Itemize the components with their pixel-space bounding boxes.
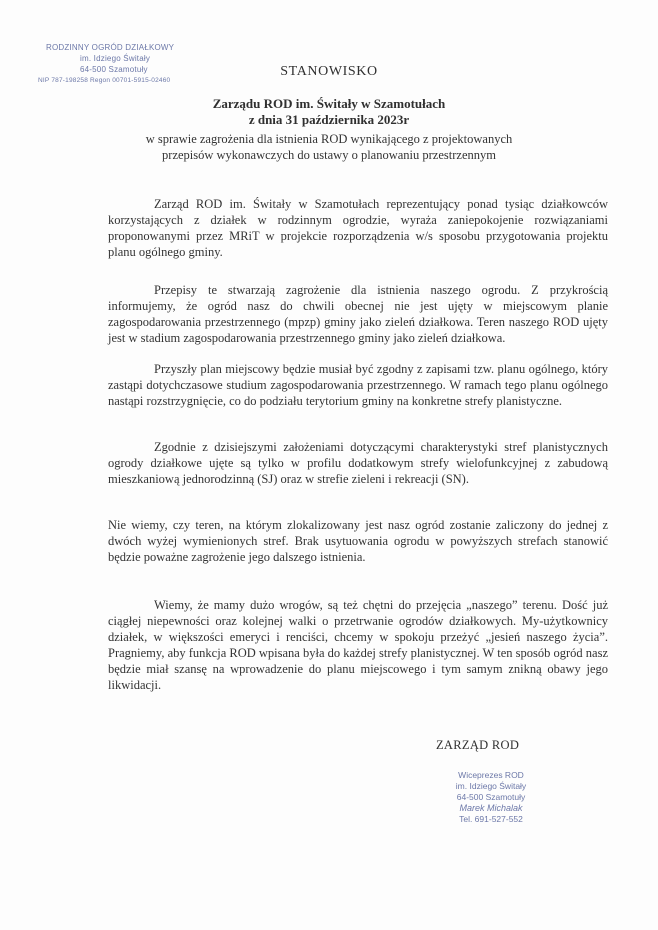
document-subject (0, 131, 658, 163)
subtitle-line-date: z dnia 31 października 2023r (248, 112, 410, 127)
paragraph-6: Wiemy, że mamy dużo wrogów, są też chętni do przejęcia „naszego” terenu. Dość już ciągłej niepewności oraz kolejnej walki o przetrwanie ogrodów działkowych. My-użytkownicy działek, w większości emeryci i renciści, chcemy w spokoju przeżyć „jesień naszego życia”. Pragniemy, aby funkcja ROD wpisana była do każdej strefy planistycznej. W ten sposób ogród nasz będzie miał szansę na wprowadzenie do planu miejscowego i tym samym znikną obawy jego likwidacji. (108, 598, 608, 692)
paragraph-2: Przepisy te stwarzają zagrożenie dla istnienia naszego ogrodu. Z przykrością informujemy, że ogród nasz do chwili obecnej nie jest ujęty w miejscowym planie zagospodarowania przestrzennego (mpzp) gminy jako zieleń działkowa. Teren naszego ROD ujęty jest w stadium zagospodarowania przestrzennego gminy jako zieleń działkowa. (108, 283, 608, 345)
subject-line-1: w sprawie zagrożenia dla istnienia ROD wynikającego z projektowanych (145, 132, 513, 146)
stamp-line-name: RODZINNY OGRÓD DZIAŁKOWY (46, 43, 175, 52)
document-subtitle (0, 96, 658, 128)
stamp-signatory: Marek Michalak (459, 803, 523, 813)
paragraph-5: Nie wiemy, czy teren, na którym zlokalizowany jest nasz ogród zostanie zaliczony do jednej z dwóch wyżej wymienionych stref. Brak usytuowania ogrodu w powyższych strefach stanowić będzie poważne zagrożenie jego dalszego istnienia. (108, 518, 608, 564)
paragraph-3: Przyszły plan miejscowy będzie musiał być zgodny z zapisami tzw. planu ogólnego, który zastąpi dotychczasowe studium zagospodarowania przestrzennego. W ramach tego planu ogólnego nastąpi rozstrzygnięcie, co do podziału terytorium gminy na konkretne strefy planistyczne. (108, 362, 608, 408)
subtitle-line-board: Zarządu ROD im. Świtały w Szamotułach (212, 96, 446, 111)
stamp-line-address: 64-500 Szamotuły (80, 65, 148, 74)
subject-line-2: przepisów wykonawczych do ustawy o planowaniu przestrzennym (162, 148, 496, 162)
document-title: STANOWISKO (280, 64, 378, 79)
paragraph-4: Zgodnie z dzisiejszymi założeniami dotyczącymi charakterystyki stref planistycznych ogrody działkowe ujęte są tylko w profilu dodatkowym strefy wielofunkcyjnej z zabudową mieszkaniową jednorodzinną (SJ) oraz w strefie zieleni i rekreacji (SN). (108, 440, 608, 486)
paragraph-1: Zarząd ROD im. Świtały w Szamotułach reprezentujący ponad tysiąc działkowców korzystających z działek w rodzinnym ogrodzie, wyraża zaniepokojenie rozwiązaniami proponowanymi przez MRiT w projekcie rozporządzenia w/s sposobu przygotowania projektu planu ogólnego gminy. (108, 197, 608, 259)
signature-stamp (416, 770, 566, 825)
stamp-address: 64-500 Szamotuły (456, 792, 526, 802)
stamp-patron: im. Idziego Świtały (455, 781, 527, 791)
signature-title: ZARZĄD ROD (436, 738, 520, 752)
stamp-role: Wiceprezes ROD (458, 770, 524, 780)
stamp-phone: Tel. 691-527-552 (459, 814, 523, 824)
stamp-line-patron: im. Idziego Świtały (80, 54, 151, 63)
stamp-line-ids: NIP 787-198258 Regon 00701-5915-02460 (38, 77, 171, 84)
